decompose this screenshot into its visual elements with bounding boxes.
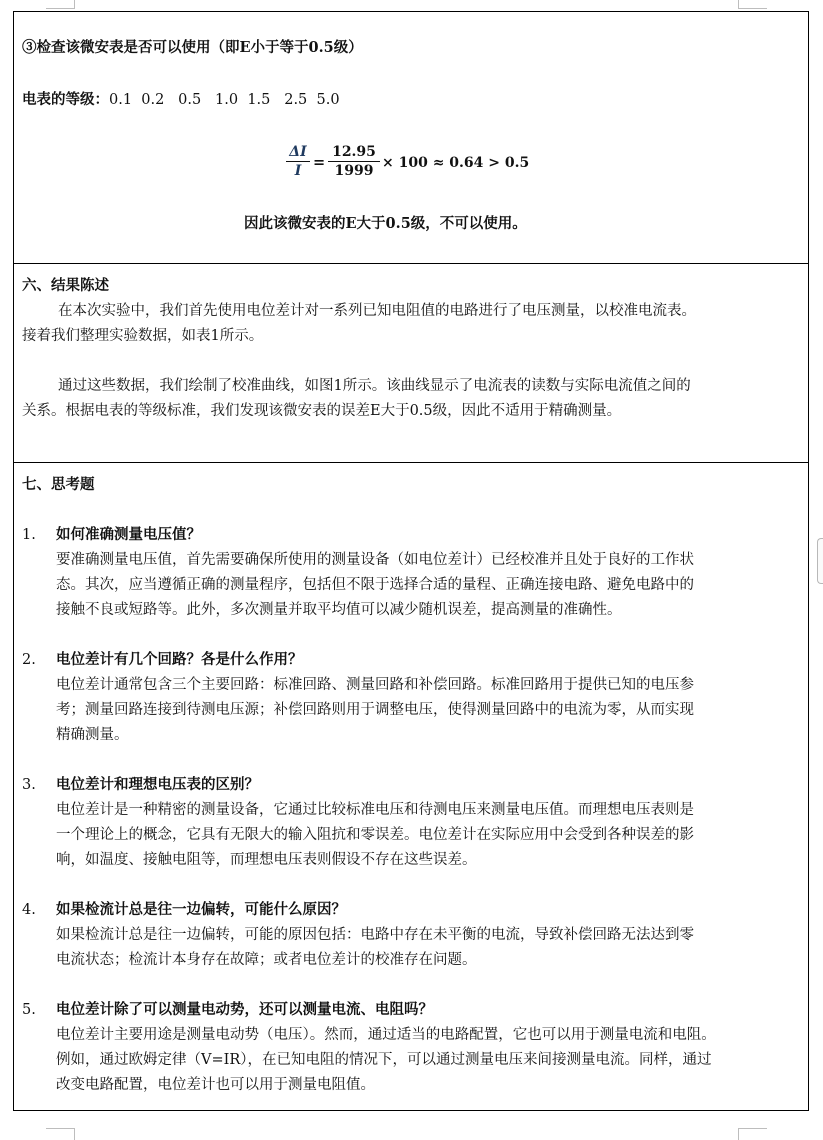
error-formula: [286, 144, 546, 184]
grades-values: 0.1 0.2 0.5 1.0 1.5 2.5 5.0: [109, 92, 340, 108]
formula-rhs-fraction: [328, 144, 380, 180]
answer-3-line-1: 电位差计是一种精密的测量设备，它通过比较标准电压和待测电压来测量电压值。而理想电压表则是: [56, 802, 694, 818]
formula-lhs-denominator: I: [294, 163, 302, 179]
document-table: [13, 11, 809, 1111]
check-heading: ③检查该微安表是否可以使用（即E小于等于0.5级）: [22, 39, 363, 56]
results-heading: 六、结果陈述: [22, 277, 109, 294]
results-line-4: 关系。根据电表的等级标准，我们发现该微安表的误差E大于0.5级，因此不适用于精确测量。: [22, 403, 622, 419]
answer-2-line-3: 精确测量。: [56, 727, 129, 743]
question-number-5: 5.: [22, 1002, 36, 1018]
crop-mark-bottom-right: [738, 1128, 767, 1140]
crop-mark-top-left: [46, 0, 75, 9]
section-check-cell: [14, 12, 808, 264]
formula-lhs-fraction: [286, 144, 310, 180]
answer-3-line-3: 响，如温度、接触电阻等，而理想电压表则假设不存在这些误差。: [56, 852, 477, 868]
formula-rhs-numerator: 12.95: [332, 144, 376, 160]
answer-4-line-2: 电流状态；检流计本身存在故障；或者电位差计的校准存在问题。: [56, 952, 477, 968]
side-scroll-handle[interactable]: [817, 538, 823, 584]
question-number-1: 1.: [22, 527, 36, 543]
question-title-4: 如果检流计总是往一边偏转，可能什么原因？: [56, 901, 346, 918]
answer-3-line-2: 一个理论上的概念，它具有无限大的输入阻抗和零误差。电位差计在实际应用中会受到各种误差的影: [56, 827, 694, 843]
results-line-1: 在本次实验中，我们首先使用电位差计对一系列已知电阻值的电路进行了电压测量，以校准电流表。: [58, 303, 696, 319]
formula-rhs-denominator: 1999: [334, 163, 374, 179]
answer-5-line-1: 电位差计主要用途是测量电动势（电压）。然而，通过适当的电路配置，它也可以用于测量电流和电阻。: [56, 1027, 716, 1043]
question-title-2: 电位差计有几个回路？各是什么作用？: [56, 651, 303, 668]
question-number-4: 4.: [22, 902, 36, 918]
answer-2-line-1: 电位差计通常包含三个主要回路：标准回路、测量回路和补偿回路。标准回路用于提供已知的电压参: [56, 677, 694, 693]
answer-1-line-2: 态。其次，应当遵循正确的测量程序，包括但不限于选择合适的量程、正确连接电路、避免电路中的: [56, 577, 694, 593]
results-line-2: 接着我们整理实验数据，如表1所示。: [22, 328, 264, 344]
answer-4-line-1: 如果检流计总是往一边偏转，可能的原因包括：电路中存在未平衡的电流，导致补偿回路无法达到零: [56, 927, 694, 943]
section-results-cell: [14, 264, 808, 463]
question-number-2: 2.: [22, 652, 36, 668]
answer-5-line-2: 例如，通过欧姆定律（V=IR），在已知电阻的情况下，可以通过测量电压来间接测量电流。同样，通过: [56, 1052, 712, 1068]
crop-mark-bottom-left: [46, 1128, 75, 1140]
formula-equals: =: [313, 154, 326, 171]
check-conclusion: 因此该微安表的E大于0.5级，不可以使用。: [244, 215, 527, 232]
answer-5-line-3: 改变电路配置，电位差计也可以用于测量电阻值。: [56, 1077, 375, 1093]
formula-result: × 100 ≈ 0.64 > 0.5: [382, 155, 530, 171]
crop-mark-top-right: [738, 0, 767, 9]
answer-1-line-3: 接触不良或短路等。此外，多次测量并取平均值可以减少随机误差，提高测量的准确性。: [56, 602, 622, 618]
formula-lhs-numerator: ΔI: [289, 144, 307, 160]
answer-2-line-2: 考；测量回路连接到待测电压源；补偿回路则用于调整电压，使得测量回路中的电流为零，从而实现: [56, 702, 694, 718]
question-title-5: 电位差计除了可以测量电动势，还可以测量电流、电阻吗？: [56, 1001, 433, 1018]
question-title-1: 如何准确测量电压值？: [56, 526, 201, 543]
answer-1-line-1: 要准确测量电压值，首先需要确保所使用的测量设备（如电位差计）已经校准并且处于良好的工作状: [56, 552, 694, 568]
section-questions-cell: [14, 463, 808, 1110]
results-line-3: 通过这些数据，我们绘制了校准曲线，如图1所示。该曲线显示了电流表的读数与实际电流值之间的: [58, 378, 691, 394]
question-title-3: 电位差计和理想电压表的区别？: [56, 776, 259, 793]
question-number-3: 3.: [22, 777, 36, 793]
grades-label: 电表的等级：: [22, 91, 109, 108]
questions-heading: 七、思考题: [22, 476, 95, 493]
grades-line: [22, 90, 340, 110]
